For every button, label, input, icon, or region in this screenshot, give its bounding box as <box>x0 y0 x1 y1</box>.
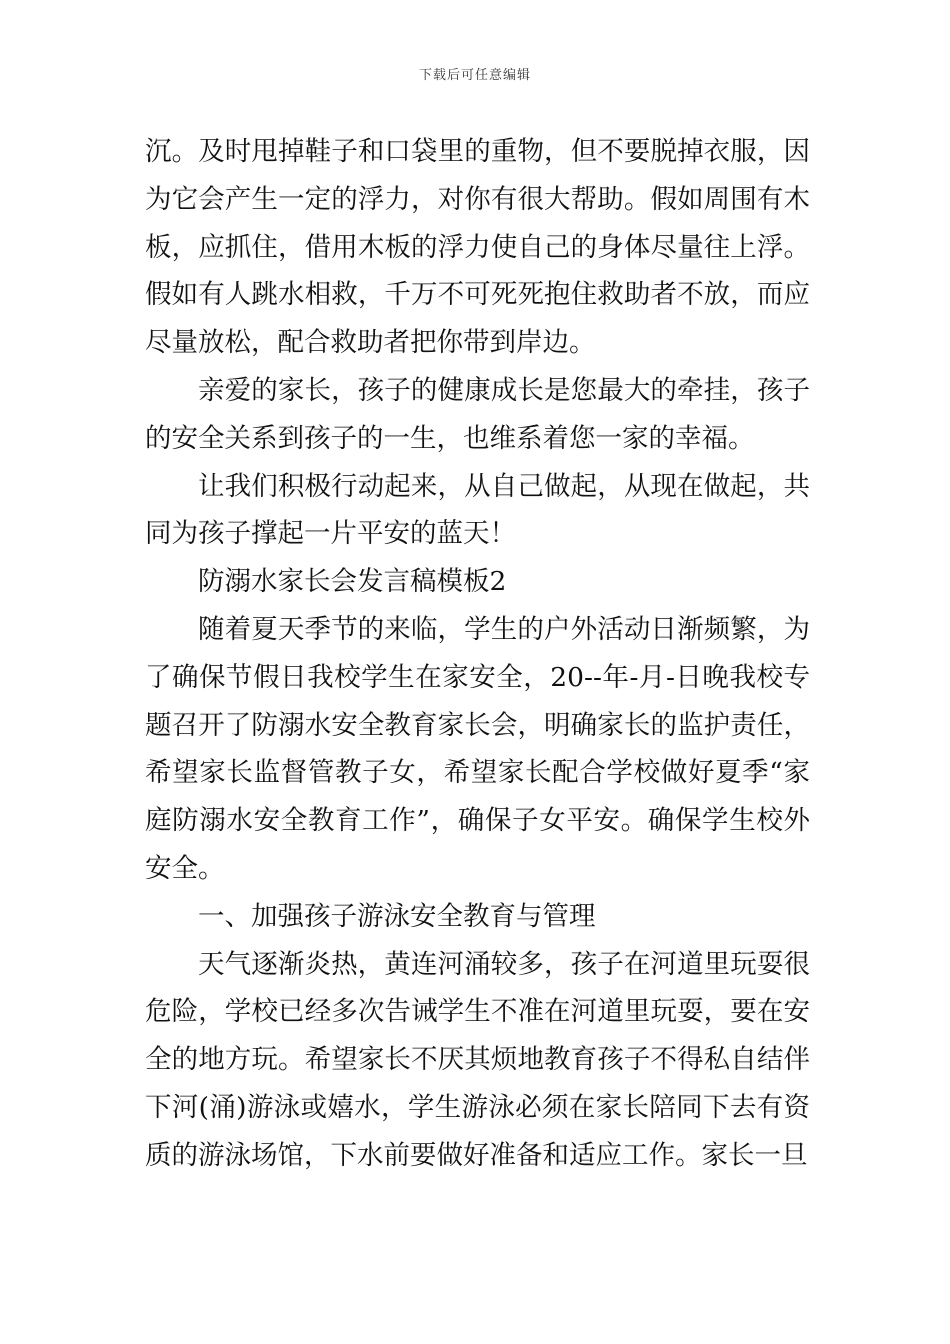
paragraph-intro: 随着夏天季节的来临，学生的户外活动日渐频繁，为了确保节假日我校学生在家安全，20--年-月-日晚我校专题召开了防溺水安全教育家长会，明确家长的监护责任，希望家长监督管教子女，希望家长配合学校做好夏季“家庭防溺水安全教育工作”，确保子女平安。确保学生校外安全。 <box>145 613 810 884</box>
section-heading: 一、加强孩子游泳安全教育与管理 <box>198 900 596 932</box>
page-header: 下载后可任意编辑 <box>418 68 531 83</box>
paragraph-continuation: 沉。及时甩掉鞋子和口袋里的重物，但不要脱掉衣服，因为它会产生一定的浮力，对你有很大帮助。假如周围有木板，应抓住，借用木板的浮力使自己的身体尽量往上浮。假如有人跳水相救，千万不可死死抱住救助者不放，而应尽量放松，配合救助者把你带到岸边。 <box>145 136 810 359</box>
paragraph-call-to-action: 让我们积极行动起来，从自己做起，从现在做起，共同为孩子撑起一片平安的蓝天！ <box>145 470 810 550</box>
section-title: 防溺水家长会发言稿模板2 <box>198 566 507 598</box>
paragraph-swim-safety: 天气逐渐炎热，黄连河涌较多，孩子在河道里玩耍很危险，学校已经多次告诫学生不准在河道里玩耍，要在安全的地方玩。希望家长不厌其烦地教育孩子不得私自结伴下河(涌)游泳或嬉水，学生游泳必须在家长陪同下去有资质的游泳场馆，下水前要做好准备和适应工作。家长一旦 <box>145 948 810 1171</box>
document-body <box>145 128 810 1180</box>
paragraph-parents-appeal: 亲爱的家长，孩子的健康成长是您最大的牵挂，孩子的安全关系到孩子的一生，也维系着您一家的幸福。 <box>145 374 810 454</box>
